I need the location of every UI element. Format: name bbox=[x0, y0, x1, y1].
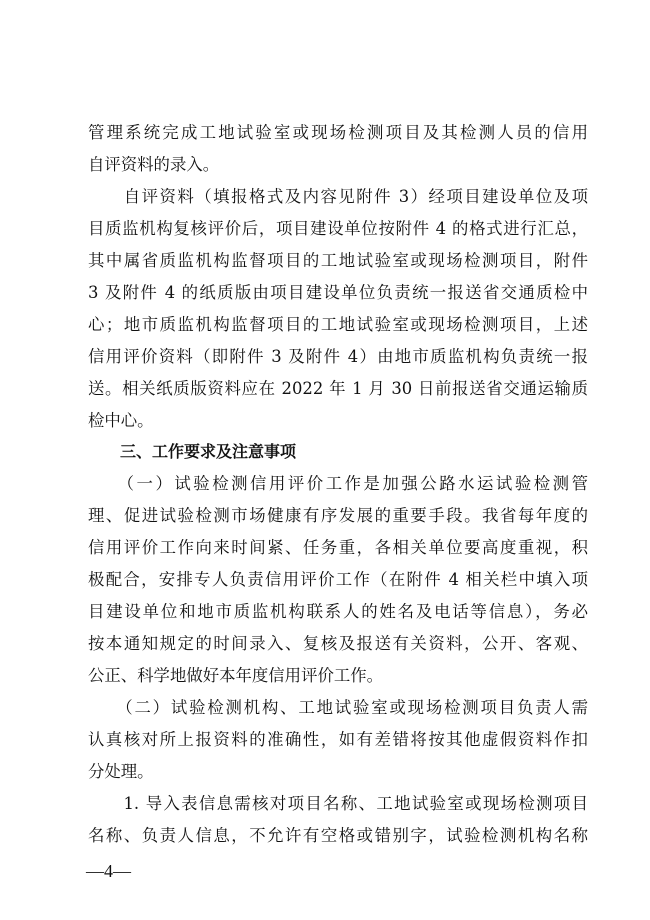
body-line-15: 极配合，安排专人负责信用评价工作（在附件 4 相关栏中填入项 bbox=[88, 570, 588, 589]
body-line-16: 目建设单位和地市质监机构联系人的姓名及电话等信息），务必 bbox=[88, 602, 588, 621]
body-line-17: 按本通知规定的时间录入、复核及报送有关资料，公开、客观、 bbox=[88, 634, 588, 653]
body-line-9: 送。相关纸质版资料应在 2022 年 1 月 30 日前报送省交通运输质 bbox=[88, 379, 588, 398]
body-line-19: （二）试验检测机构、工地试验室或现场检测项目负责人需 bbox=[88, 698, 588, 717]
body-line-5: 其中属省质监机构监督项目的工地试验室或现场检测项目，附件 bbox=[88, 251, 588, 270]
body-line-21: 分处理。 bbox=[88, 762, 154, 781]
body-line-3: 自评资料（填报格式及内容见附件 3）经项目建设单位及项 bbox=[88, 187, 588, 206]
body-line-2: 自评资料的录入。 bbox=[88, 155, 220, 174]
section-heading: 三、工作要求及注意事项 bbox=[88, 442, 297, 461]
body-line-12: （一）试验检测信用评价工作是加强公路水运试验检测管 bbox=[88, 474, 588, 493]
body-line-20: 认真核对所上报资料的准确性，如有差错将按其他虚假资料作扣 bbox=[88, 730, 588, 749]
body-line-6: 3 及附件 4 的纸质版由项目建设单位负责统一报送省交通质检中 bbox=[88, 283, 588, 302]
body-line-13: 理、促进试验检测市场健康有序发展的重要手段。我省每年度的 bbox=[88, 506, 588, 525]
body-line-4: 目质监机构复核评价后，项目建设单位按附件 4 的格式进行汇总， bbox=[88, 219, 588, 238]
body-line-23: 名称、负责人信息，不允许有空格或错别字，试验检测机构名称 bbox=[88, 826, 588, 845]
body-line-1: 管理系统完成工地试验室或现场检测项目及其检测人员的信用 bbox=[88, 123, 588, 142]
body-line-8: 信用评价资料（即附件 3 及附件 4）由地市质监机构负责统一报 bbox=[88, 347, 588, 366]
page-number: —4— bbox=[86, 861, 131, 881]
body-line-18: 公正、科学地做好本年度信用评价工作。 bbox=[88, 666, 384, 685]
body-line-10: 检中心。 bbox=[88, 411, 154, 430]
body-line-22: 1. 导入表信息需核对项目名称、工地试验室或现场检测项目 bbox=[88, 794, 588, 813]
body-line-14: 信用评价工作向来时间紧、任务重，各相关单位要高度重视，积 bbox=[88, 538, 588, 557]
body-line-7: 心；地市质监机构监督项目的工地试验室或现场检测项目，上述 bbox=[88, 315, 588, 334]
